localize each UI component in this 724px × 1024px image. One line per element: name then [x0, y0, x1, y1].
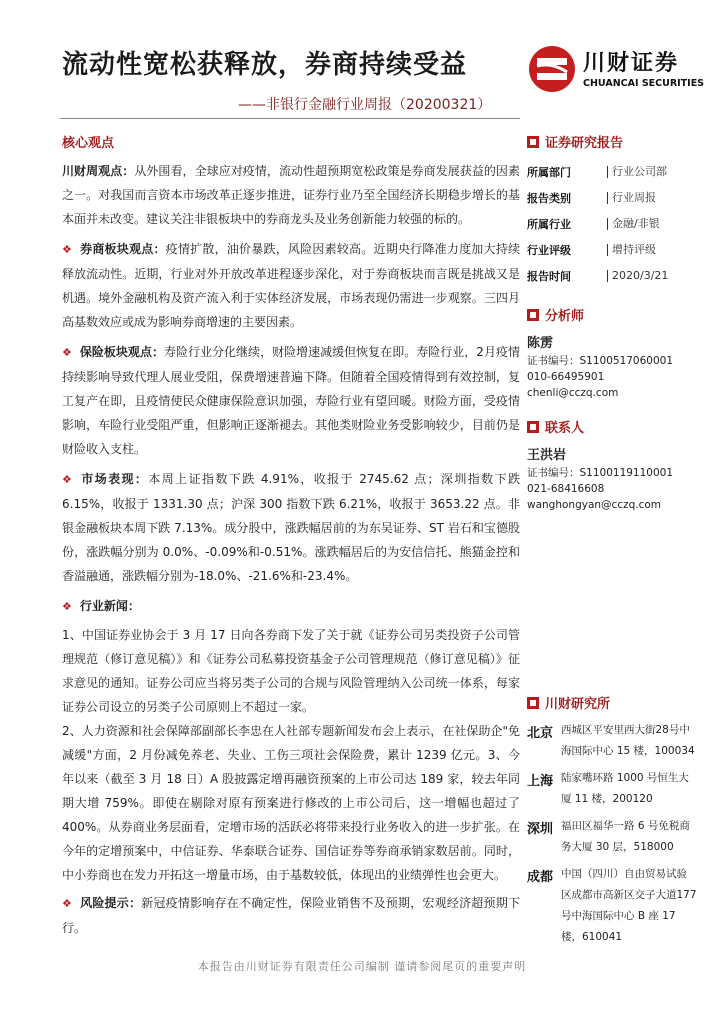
lead-paragraph	[62, 159, 520, 231]
sidebar	[527, 132, 697, 954]
contact-email[interactable]: wanghongyan@cczq.com	[527, 499, 662, 511]
core-view-heading: 核心观点	[62, 136, 115, 151]
meta-key: 报告类别	[527, 192, 571, 205]
analyst-phone: 010-66495901	[527, 371, 605, 383]
logo-text-cn: 川财证券	[583, 51, 680, 76]
analyst-name: 陈雳	[527, 336, 554, 351]
meta-row	[527, 211, 697, 237]
meta-value: 金融/非银	[607, 218, 660, 230]
broker-view-paragraph	[62, 237, 520, 334]
analyst-cert: 证书编号：S1100517060001	[527, 355, 674, 367]
news-heading-text: 行业新闻：	[79, 599, 140, 613]
section-square-icon	[527, 136, 539, 148]
diamond-bullet-icon: ❖	[62, 473, 74, 486]
news-item: 1、中国证券业协会于 3 月 17 日向各券商下发了关于就《证券公司另类投资子公司管理规范（修订意见稿）》和《证券公司私募投资基金子公司管理规范（修订意见稿）》征求意见的通知。证券公司应当将另类子公司的合规与风险管理纳入公司统一体系，每家证券公司设立的另类子公司原则上不超过一家。	[62, 628, 520, 714]
contact-phone: 021-68416608	[527, 483, 605, 495]
diamond-bullet-icon: ❖	[62, 346, 72, 359]
meta-value: 行业周报	[607, 192, 656, 204]
meta-row	[527, 237, 697, 263]
logo-icon	[527, 44, 577, 94]
section-square-icon	[527, 309, 539, 321]
office-row	[527, 768, 697, 810]
office-address: 西城区平安里西大街28号中海国际中心 15 楼，100034	[561, 724, 695, 757]
diamond-bullet-icon: ❖	[62, 897, 73, 910]
office-address: 陆家嘴环路 1000 号恒生大厦 11 楼，200120	[561, 772, 689, 805]
office-address: 中国（四川）自由贸易试验区成都市高新区交子大道177 号中海国际中心 B 座 17 楼，610041	[561, 868, 697, 943]
office-address: 福田区福华一路 6 号免税商务大厦 30 层，518000	[561, 820, 690, 853]
industry-news-heading	[62, 594, 520, 619]
bullet-label: 券商板块观点：	[80, 242, 166, 256]
section-square-icon	[527, 421, 539, 433]
institute-heading: 川财研究所	[527, 693, 697, 712]
section-square-icon	[527, 697, 539, 709]
meta-row	[527, 159, 697, 185]
report-info-heading: 证券研究报告	[527, 132, 697, 151]
meta-value: 增持评级	[607, 244, 656, 256]
meta-row	[527, 185, 697, 211]
risk-label: 风险提示：	[80, 896, 142, 910]
contact-heading: 联系人	[527, 417, 697, 436]
analyst-email[interactable]: chenli@cczq.com	[527, 387, 619, 399]
office-row	[527, 864, 697, 948]
meta-value: 行业公司部	[607, 166, 667, 178]
bullet-label: 保险板块观点：	[79, 345, 164, 359]
office-city: 成都	[527, 870, 554, 885]
meta-key: 报告时间	[527, 270, 571, 283]
meta-value: 2020/3/21	[607, 270, 668, 282]
contact-cert: 证书编号：S1100119110001	[527, 467, 674, 479]
risk-warning-paragraph	[62, 891, 520, 940]
bullet-label: 市场表现：	[81, 472, 149, 486]
contact-name: 王洪岩	[527, 448, 567, 463]
report-subtitle: ——非银行金融行业周报（20200321）	[238, 97, 492, 113]
page-footer: 本报告由川财证券有限责任公司编制 谨请参阅尾页的重要声明	[197, 960, 527, 973]
news-item: 2、人力资源和社会保障部副部长李忠在人社部专题新闻发布会上表示，在社保助企"免减缓"方面，2 月份减免养老、失业、工伤三项社会保险费，累计 1239 亿元。3、今年以来（截至 3 月 18 日）A 股披露定增再融资预案的上市公司达 189 家，较去年同期大增 759%。即使在剔除对原有预案进行修改的上市公司后，这一增幅也超过了 400%。从券商业务层面看，定增市场的活跃必将带来投行业务收入的进一步扩张。在今年的定增预案中，中信证券、华泰联合证券、国信证券等券商承销家数居前。同时，中小券商也在发力开拓这一增量市场，由于基数较低，体现出的业绩弹性也会更大。	[62, 724, 520, 882]
office-city: 北京	[527, 726, 554, 741]
meta-key: 所属部门	[527, 166, 571, 179]
bullet-text: 疫情扩散，油价暴跌，风险因素较高。近期央行降准力度加大持续释放流动性。近期，行业对外开放改革进程逐步深化，对于券商板块而言既是挑战又是机遇。境外金融机构及资产流入利于实体经济发展，市场表现仍需进一步观察。三四月高基数效应或成为影响券商增速的主要因素。	[62, 242, 520, 329]
diamond-bullet-icon: ❖	[62, 600, 72, 613]
lead-text: 从外围看，全球应对疫情，流动性超预期宽松政策是券商发展获益的因素之一。对我国而言资本市场改革正逐步推进，证券行业乃至全国经济长期稳步增长的基本面并未改变。建议关注非银板块中的券商龙头及业务创新能力较强的标的。	[62, 164, 520, 226]
diamond-bullet-icon: ❖	[62, 243, 73, 256]
market-performance-paragraph	[62, 467, 520, 588]
logo-text-en: CHUANCAI SECURITIES	[583, 78, 705, 89]
lead-label: 川财周观点：	[62, 164, 135, 178]
insurance-view-paragraph	[62, 340, 520, 461]
meta-key: 行业评级	[527, 244, 571, 257]
bullet-text: 寿险行业分化继续，财险增速减缓但恢复在即。寿险行业，2月疫情持续影响导致代理人展业受阻，保费增速普遍下降。但随着全国疫情得到有效控制，复工复产在即，且疫情使民众健康保险意识加强，寿险行业有望回暖。财险方面，受疫情影响，车险行业受阻严重，但影响正逐渐褪去。其他类财险业务受影响较少，目前仍是财险收入支柱。	[62, 345, 520, 456]
main-content	[62, 132, 520, 946]
risk-text: 新冠疫情影响存在不确定性，保险业销售不及预期，宏观经济超预期下行。	[62, 896, 520, 935]
office-row	[527, 720, 697, 762]
company-logo	[527, 44, 705, 96]
office-city: 深圳	[527, 822, 554, 837]
meta-row	[527, 263, 697, 289]
office-city: 上海	[527, 774, 554, 789]
report-title: 流动性宽松获释放，券商持续受益	[62, 50, 468, 80]
office-row	[527, 816, 697, 858]
analyst-heading: 分析师	[527, 305, 697, 324]
header-divider	[60, 118, 520, 119]
bullet-text: 本周上证指数下跌 4.91%，收报于 2745.62 点；深圳指数下跌 6.15%，收报于 1331.30 点；沪深 300 指数下跌 6.21%，收报于 3653.22 点。非银金融板块本周下跌 7.13%。成分股中，涨跌幅居前的为东吴证券、ST 岩石和宝德股份，涨跌幅分别为 0.0%、-0.09%和-0.51%。涨跌幅居后的为安信信托、熊猫金控和香溢融通，涨跌幅分别为-18.0%、-21.6%和-23.4%。	[62, 472, 520, 583]
meta-key: 所属行业	[527, 218, 571, 231]
